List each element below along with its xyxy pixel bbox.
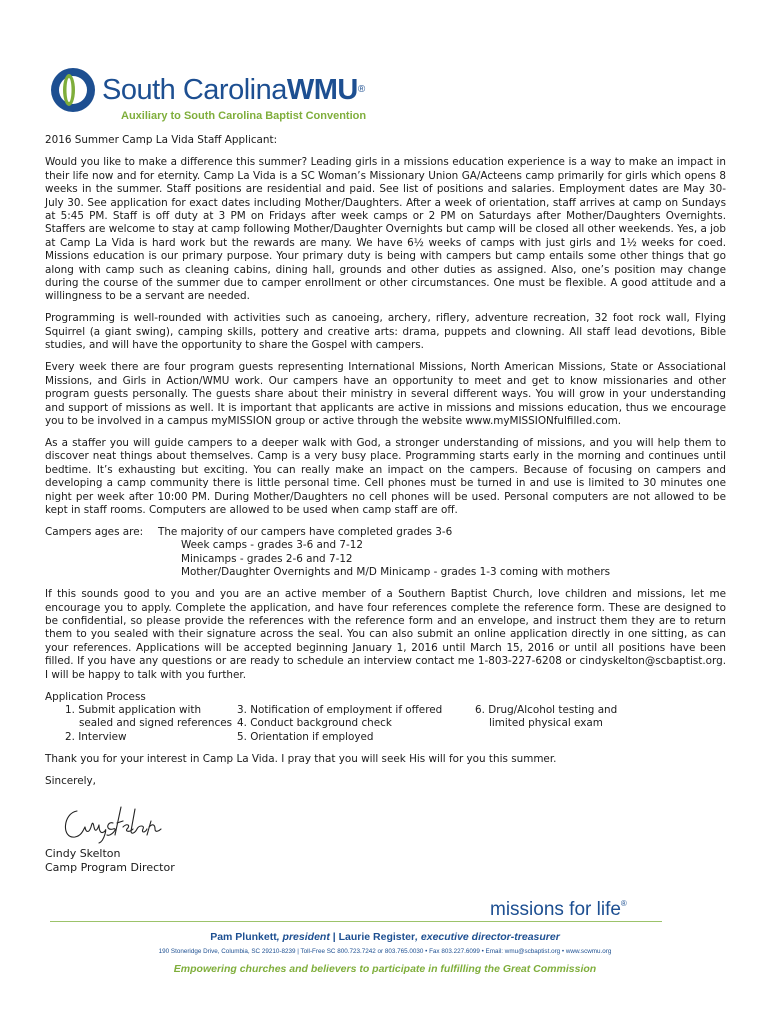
paragraph-apply: If this sounds good to you and you are an active member of a Southern Baptist Church, love children and missions, let me encourage you to apply. Complete the application, and have four references complete the reference form. These are designed to be confidential, so please provide the references with the reference form and an envelope, and instruct them they are to return them to you sealed with their signature across the seal. You can also submit an online application directly in one sitting, as can your references. Applications will be accepted beginning January 1, 2016 until March 15, 2016 or until all positions have been filled. If you have any questions or are ready to schedule an interview contact me 1-803-227-6208 or cindyskelton@scbaptist.org. I will be happy to talk with you further.	[45, 588, 726, 681]
closing: Sincerely,	[45, 774, 96, 787]
process-step: 6. Drug/Alcohol testing and	[475, 704, 618, 716]
signer-title: Camp Program Director	[45, 860, 175, 874]
application-process-steps	[45, 704, 726, 744]
director-title: , executive director-treasurer	[415, 931, 560, 943]
letter-body	[45, 134, 726, 875]
officers-separator: |	[329, 931, 339, 943]
wmu-logo-icon	[50, 66, 96, 114]
signature	[45, 797, 726, 847]
camper-ages	[45, 526, 726, 580]
letter-title: 2016 Summer Camp La Vida Staff Applicant:	[45, 134, 278, 146]
paragraph-thanks: Thank you for your interest in Camp La Vida. I pray that you will seek His will for you this summer.	[45, 752, 557, 765]
camper-ages-line: Mother/Daughter Overnights and M/D Minicamp - grades 1-3 coming with mothers	[181, 566, 611, 579]
process-step: 5. Orientation if employed	[237, 730, 374, 743]
camper-ages-line: The majority of our campers have completed grades 3-6	[158, 525, 453, 538]
camper-ages-line: Week camps - grades 3-6 and 7-12	[181, 539, 363, 552]
process-step: limited physical exam	[489, 717, 603, 730]
signature-icon	[55, 801, 165, 845]
footer-divider	[50, 921, 662, 922]
camper-ages-label: Campers ages are:	[45, 525, 144, 538]
signer-name: Cindy Skelton	[45, 846, 121, 860]
president-name: Pam Plunkett	[210, 931, 277, 943]
camper-ages-list	[158, 526, 610, 580]
signer-block	[45, 847, 726, 875]
process-step: sealed and signed references	[79, 717, 233, 730]
paragraph-programming: Programming is well-rounded with activities such as canoeing, archery, riflery, adventure recreation, 32 foot rock wall, Flying Squirrel (a giant swing), camping skills, pottery and creative arts: drama, puppets and clowning. All staff lead devotions, Bible studies, and will have the opportunity to share the Gospel with campers.	[45, 312, 726, 352]
paragraph-intro: Would you like to make a difference this summer? Leading girls in a missions education experience is a way to make an impact in their life now and for eternity. Camp La Vida is a SC Woman’s Missionary Union GA/Acteens camp primarily for girls which opens 8 weeks in the summer. Staff positions are residential and paid. See list of positions and salaries. Employment dates are May 30-July 30. See application for exact dates including Mother/Daughters. After a week of orientation, staff arrives at camp on Sundays at 5:45 PM. Staff is off duty at 3 PM on Fridays after week camps or 2 PM on Saturdays after Mother/Daughters Overnights. Staffers are welcome to stay at camp following Mother/Daughter Overnights but camp will be closed all other weekends. Yes, a job at Camp La Vida is hard work but the rewards are many. We have 6½ weeks of camps with just girls and 1½ weeks for coed. Missions education is our primary purpose. Your primary duty is being with campers but camp entails some other things that go along with camp such as cleaning cabins, dining hall, grounds and other duties as assigned. Also, one’s position may change during the course of the summer due to camper enrollment or other circumstances. One must be flexible. A good attitude and a willingness to be a servant are needed.	[45, 156, 726, 303]
footer-slogan: Empowering churches and believers to participate in fulfilling the Great Commission	[173, 963, 597, 975]
letterhead	[50, 66, 450, 126]
process-step: 4. Conduct background check	[237, 717, 392, 730]
footer-address: 190 Stoneridge Drive, Columbia, SC 29210-8239 | Toll-Free SC 800.723.7242 or 803.765.0030 • Fax 803.227.6099 • Email: wmu@scbaptist.org • www.scwmu.org	[158, 948, 612, 955]
missions-for-life-tag: missions for life®	[490, 899, 627, 920]
process-step: 3. Notification of employment if offered	[237, 704, 443, 716]
president-title: , president	[276, 931, 330, 943]
director-name: Laurie Register	[338, 931, 416, 943]
paragraph-staffer-role: As a staffer you will guide campers to a deeper walk with God, a stronger understanding of missions, and you will help them to discover neat things about themselves. Camp is a very busy place. Programming starts early in the morning and continues until bedtime. It’s exhausting but exciting. You can really make an impact on the campers. Because of focusing on campers and developing a camp community there is little personal time. Cell phones must be turned in and use is limited to 30 minutes one night per week after 10:00 PM. During Mother/Daughters no cell phones will be used. Personal computers are not allowed to be kept in staff rooms. Computers are allowed to be used when camp staff are off.	[45, 436, 726, 516]
org-tagline: Auxiliary to South Carolina Baptist Convention	[121, 110, 367, 122]
org-name: South CarolinaWMU®	[102, 74, 365, 106]
footer-officers	[0, 931, 770, 943]
process-step: 1. Submit application with	[65, 704, 202, 716]
application-process-title: Application Process	[45, 690, 146, 703]
process-step: 2. Interview	[65, 730, 127, 743]
paragraph-program-guests: Every week there are four program guests representing International Missions, North American Missions, State or Associational Missions, and Girls in Action/WMU work. Our campers have an opportunity to meet and get to know missionaries and other program guests personally. The guests share about their ministry in several different ways. You will grow in your understanding and support of missions as well. It is important that applicants are active in missions and missions education, thus we encourage you to be involved in a campus myMISSION group or active through the website www.myMISSIONfulfilled.com.	[45, 361, 726, 427]
camper-ages-line: Minicamps - grades 2-6 and 7-12	[181, 552, 353, 565]
